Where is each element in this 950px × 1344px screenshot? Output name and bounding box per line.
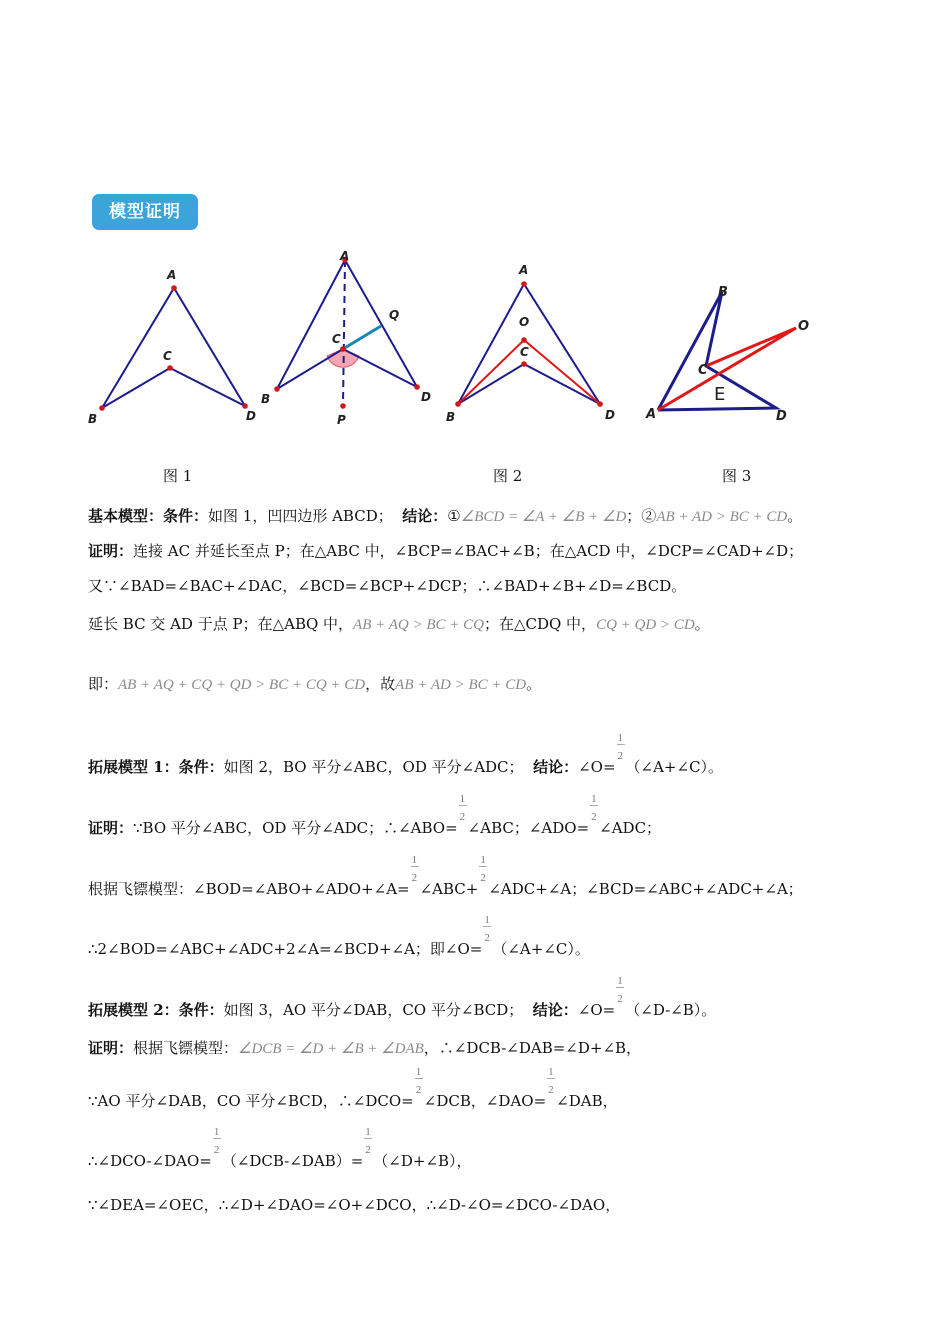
fig1-label-c: C (163, 349, 172, 363)
fraction-half: $\frac{1}{2}$ (548, 1066, 554, 1096)
fig1-point-b (99, 405, 105, 411)
fraction-half: $\frac{1}{2}$ (480, 854, 486, 884)
ext1-line: 拓展模型 1：条件：如图 2，BO 平分∠ABC，OD 平分∠ADC； 结论：∠O= $\frac{1}{2}$ （∠A+∠C）。 (88, 732, 724, 776)
fraction-half: $\frac{1}{2}$ (617, 975, 623, 1005)
ext1-proof-3: ∴2∠BOD=∠ABC+∠ADC+2∠A=∠BCD+∠A；即∠O= $\frac{1}{2}$ （∠A+∠C）。 (88, 914, 590, 958)
con-label-p: P (337, 413, 346, 427)
fraction-half: $\frac{1}{2}$ (617, 732, 624, 762)
fig3-label-e: E (714, 384, 726, 405)
fraction-half: $\frac{1}{2}$ (365, 1126, 371, 1156)
fig2-label-b: B (446, 410, 456, 424)
basic-model-line: 基本模型：条件：如图 1，凹四边形 ABCD； 结论：①∠BCD = ∠A + ∠B + ∠D；②AB + AD > BC + CD。 (88, 507, 803, 525)
figure-2 (440, 258, 625, 433)
fig1-point-c (167, 365, 173, 371)
fig1-label-a: A (167, 268, 177, 282)
ext2-proof-3: ∴∠DCO-∠DAO= $\frac{1}{2}$ （∠DCB-∠DAB）= $\frac{1}{2}$ （∠D+∠B）， (88, 1126, 472, 1170)
fig1-point-a (171, 285, 177, 291)
proof-3: 延长 BC 交 AD 于点 P；在△ABQ 中，AB + AQ > BC + CQ；在△CDQ 中，CQ + QD > CD。 (88, 615, 710, 633)
con-label-c: C (332, 332, 341, 346)
ext2-proof-2: ∵AO 平分∠DAB，CO 平分∠BCD，∴∠DCO= $\frac{1}{2}$ ∠DCB，∠DAO= $\frac{1}{2}$ ∠DAB， (88, 1066, 618, 1110)
fraction-half: $\frac{1}{2}$ (459, 793, 466, 823)
con-label-a: A (340, 249, 350, 263)
ext1-proof-2: 根据飞镖模型：∠BOD=∠ABO+∠ADO+∠A= $\frac{1}{2}$ ∠ABC+ $\frac{1}{2}$ ∠ADC+∠A；∠BCD=∠ABC+∠ADC+∠A； (88, 854, 803, 898)
fig1-outline (102, 288, 245, 408)
proof-4: 即：AB + AQ + CQ + QD > BC + CQ + CD，故AB + AD > BC + CD。 (88, 675, 542, 693)
fig2-label-c: C (520, 345, 529, 359)
proof-1: 证明：连接 AC 并延长至点 P；在△ABC 中，∠BCP=∠BAC+∠B；在△ACD 中，∠DCP=∠CAD+∠D； (88, 542, 804, 560)
dashed-ap (343, 260, 345, 406)
proof-2: 又∵∠BAD=∠BAC+∠DAC，∠BCD=∠BCP+∠DCP；∴∠BAD+∠B+∠D=∠BCD。 (88, 577, 687, 595)
con-label-b: B (261, 392, 271, 406)
section-badge: 模型证明 (92, 194, 198, 230)
fig-con-outline (277, 260, 417, 389)
fig2-label-a: A (519, 263, 529, 277)
fig2-label-o: O (519, 315, 530, 329)
caption-fig3: 图 3 (722, 467, 752, 485)
caption-fig1: 图 1 (163, 467, 193, 485)
caption-fig2: 图 2 (493, 467, 523, 485)
con-label-q: Q (389, 308, 400, 322)
fig1-label-d: D (246, 409, 256, 423)
fraction-half: $\frac{1}{2}$ (411, 854, 418, 884)
figure-3 (642, 280, 822, 430)
fig3-label-a: A (646, 407, 657, 422)
fig3-label-d: D (776, 409, 787, 424)
fraction-half: $\frac{1}{2}$ (415, 1066, 422, 1096)
ext2-proof-4: ∵∠DEA=∠OEC，∴∠D+∠DAO=∠O+∠DCO，∴∠D-∠O=∠DCO-∠DAO， (88, 1196, 621, 1214)
fig3-label-o: O (798, 319, 810, 334)
con-label-d: D (421, 390, 431, 404)
fig3-label-c: C (698, 363, 708, 378)
fig2-label-d: D (605, 408, 615, 422)
fig1-label-b: B (88, 412, 98, 426)
ext1-proof-1: 证明：∵BO 平分∠ABC，OD 平分∠ADC；∴∠ABO= $\frac{1}{2}$ ∠ABC；∠ADO= $\frac{1}{2}$ ∠ADC； (88, 793, 662, 837)
teal-segment (343, 326, 381, 349)
figure-construction (255, 248, 440, 433)
fraction-half: $\frac{1}{2}$ (213, 1126, 220, 1156)
fig1-point-d (242, 403, 248, 409)
fig3-label-b: B (718, 285, 728, 300)
fraction-half: $\frac{1}{2}$ (484, 914, 490, 944)
fraction-half: $\frac{1}{2}$ (591, 793, 597, 823)
ext2-line: 拓展模型 2：条件：如图 3，AO 平分∠DAB，CO 平分∠BCD； 结论：∠O= $\frac{1}{2}$ （∠D-∠B）。 (88, 975, 717, 1019)
figure-1 (85, 262, 265, 432)
ext2-proof-1: 证明：根据飞镖模型：∠DCB = ∠D + ∠B + ∠DAB，∴∠DCB-∠DAB=∠D+∠B， (88, 1039, 642, 1057)
